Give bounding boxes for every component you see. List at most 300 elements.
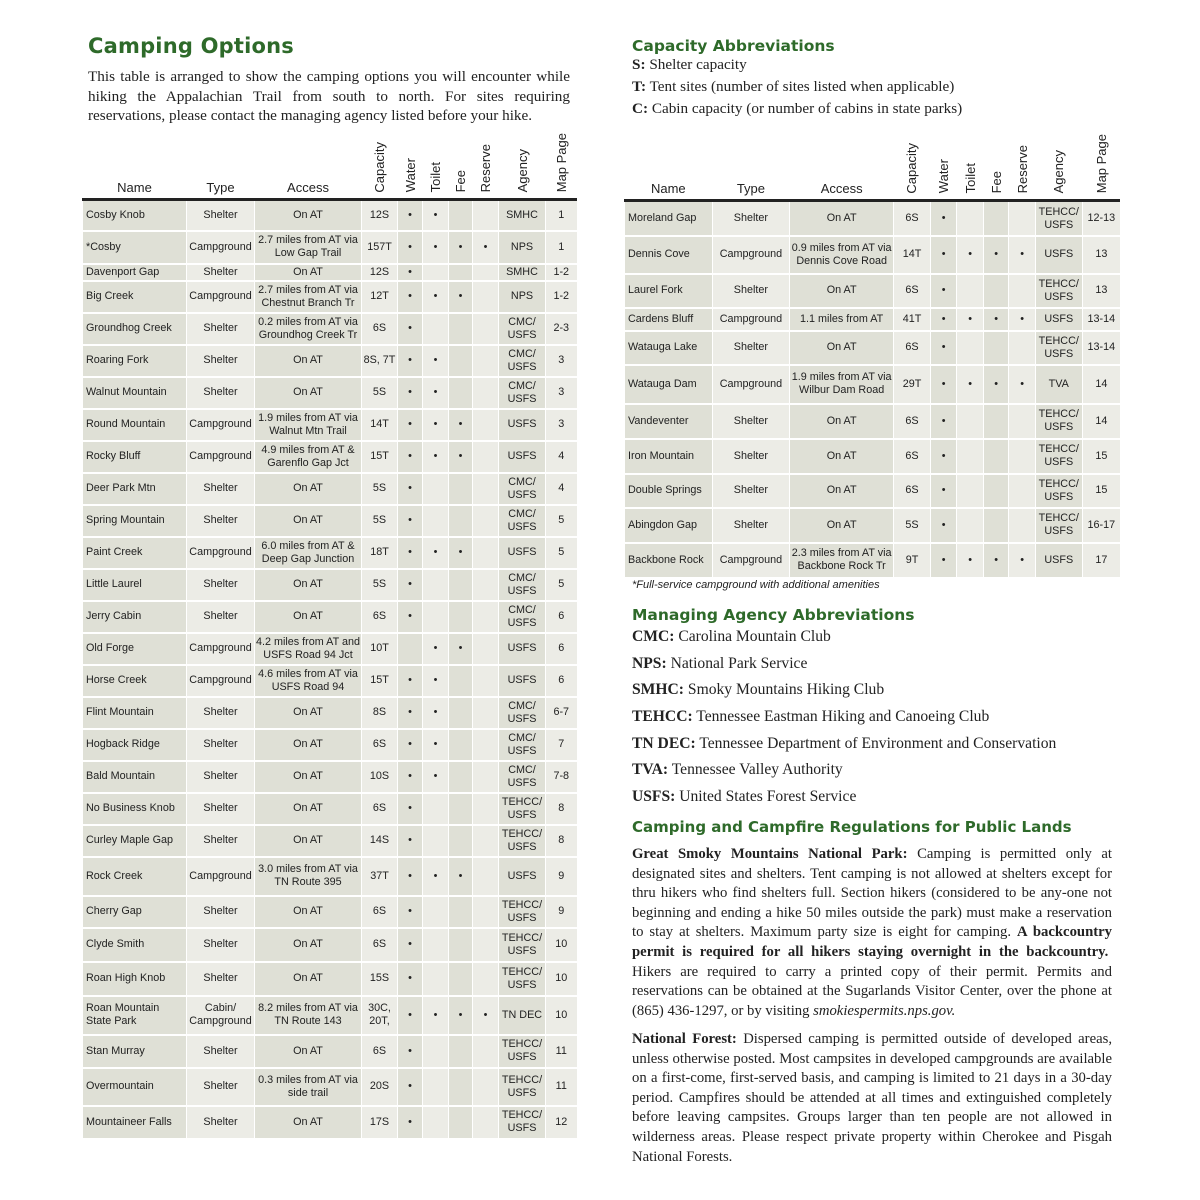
cell-water [398,1035,423,1068]
capacity-abbr-shelter: S: Shelter capacity [632,56,747,73]
cell-agency [1035,365,1082,404]
cell-text: 5 [558,578,565,591]
bullet-icon: • [941,212,946,225]
cell-text: Shelter [733,341,769,354]
cell-water [398,569,423,601]
cell-type [712,474,789,508]
cell-reserve [473,729,499,761]
cell-text: 12S [369,209,390,222]
cell-name [625,236,713,274]
cell-text: 2.7 miles from AT via Chestnut Branch Tr [258,283,358,309]
cell-name [625,274,713,308]
cell-toilet [423,505,449,537]
cell-text: 10 [555,972,568,985]
cell-agency [499,281,546,313]
cell-type [712,331,789,365]
cell-name [83,665,187,697]
cell-name [83,569,187,601]
cell-text: Paint Creek [86,546,143,559]
bullet-icon: • [433,386,438,399]
cell-reserve [473,505,499,537]
cell-reserve [1009,308,1036,331]
cell-capacity [362,665,398,697]
bullet-icon: • [458,869,463,882]
cell-agency [499,377,546,409]
cell-capacity [362,793,398,825]
cell-type [187,313,255,345]
cell-text: 6S [905,212,919,225]
cell-reserve [473,569,499,601]
column-header-agency: Agency [499,133,546,200]
cell-fee [449,697,473,729]
cell-text: 9T [905,553,919,566]
cell-text: *Cosby [86,240,121,253]
cell-text: TEHCC/ USFS [501,931,543,957]
cell-map [546,441,577,473]
cell-text: On AT [293,578,323,591]
cell-water [398,473,423,505]
cell-type [712,274,789,308]
cell-water [930,201,957,236]
cell-text: 12-13 [1087,212,1116,225]
cell-fee [449,665,473,697]
cell-text: TEHCC/ USFS [1038,477,1079,503]
cell-text: Shelter [203,322,238,335]
cell-reserve [473,264,499,281]
cell-text: 14T [902,248,922,261]
cell-text: On AT [293,834,323,847]
table-row [625,404,1121,439]
cell-toilet [957,274,984,308]
cell-text: 30C, 20T, [368,1002,391,1028]
cell-text: 6.0 miles from AT & Deep Gap Junction [261,539,355,565]
cell-fee [449,231,473,264]
cell-access [255,1068,362,1106]
cell-access [255,601,362,633]
cell-text: CMC/ USFS [507,763,537,789]
cell-text: 6S [372,938,387,951]
cell-map [546,761,577,793]
cell-text: Shelter [733,414,769,427]
cell-name [83,313,187,345]
cell-reserve [473,697,499,729]
cell-type [187,793,255,825]
cell-text: 41T [902,312,922,325]
cell-text: USFS [507,642,537,655]
bullet-icon: • [458,1008,463,1021]
cell-text: On AT [293,1115,323,1128]
cell-name [83,505,187,537]
cell-text: Campground [189,418,252,431]
cell-text: Shelter [203,1044,238,1057]
cell-map [546,665,577,697]
cell-map [546,505,577,537]
cell-text: On AT [293,610,323,623]
cell-reserve [1009,543,1036,578]
cell-agency [499,441,546,473]
cell-text: USFS [507,869,537,882]
table-row [83,377,577,409]
cell-text: Flint Mountain [86,706,154,719]
cell-text: 13-14 [1087,312,1116,325]
cell-text: Campground [189,450,252,463]
column-header-map: Map Page [1082,134,1120,201]
cell-text: On AT [826,518,857,531]
cell-toilet [423,537,449,569]
cell-text: Walnut Mountain [86,386,167,399]
cell-toilet [423,928,449,962]
column-header-toilet: Toilet [957,134,984,201]
cell-name [83,1035,187,1068]
cell-access [255,928,362,962]
column-header-access: Access [790,134,894,201]
cell-fee [449,729,473,761]
cell-toilet [423,996,449,1035]
cell-text: Shelter [203,482,238,495]
cell-text: TEHCC/ USFS [1038,277,1079,303]
cell-toilet [423,231,449,264]
bullet-icon: • [408,1115,412,1128]
cell-text: 1 [558,209,565,222]
cell-water [398,825,423,857]
cell-water [398,729,423,761]
cell-reserve [1009,236,1036,274]
table-row [83,200,577,231]
cell-text: Moreland Gap [628,212,697,225]
cell-text: On AT [826,414,857,427]
table-row [83,761,577,793]
cell-text: USFS [507,450,537,463]
cell-capacity [894,331,931,365]
cell-text: 6S [372,905,387,918]
cell-text: 2.7 miles from AT via Low Gap Trail [258,234,358,260]
cell-map [546,857,577,896]
cell-text: TEHCC/ USFS [501,898,543,924]
cell-reserve [473,231,499,264]
cell-fee [449,409,473,441]
cell-text: Roan Mountain State Park [86,1002,160,1028]
table-row [625,508,1121,543]
cell-water [398,896,423,928]
cell-agency [499,537,546,569]
cell-text: On AT [293,706,323,719]
bullet-icon: • [433,290,438,303]
cell-water [930,474,957,508]
cell-toilet [423,569,449,601]
cell-fee [449,962,473,996]
cell-capacity [362,729,398,761]
bullet-icon: • [458,240,463,253]
bullet-icon: • [968,377,972,390]
bullet-icon: • [433,240,438,253]
cell-toilet [423,825,449,857]
bullet-icon: • [408,869,412,882]
cell-access [790,201,894,236]
bullet-icon: • [458,290,463,303]
cell-capacity [362,473,398,505]
cell-type [187,377,255,409]
cell-text: Round Mountain [86,418,166,431]
cell-text: 20S [369,1080,390,1093]
table-row [83,857,577,896]
cell-fee [983,439,1008,474]
cell-agency [499,200,546,231]
cell-text: On AT [293,905,323,918]
cell-text: On AT [293,514,323,527]
cell-fee [449,441,473,473]
bullet-icon: • [433,770,438,783]
cell-text: On AT [293,938,323,951]
table-row [625,331,1121,365]
cell-fee [449,1035,473,1068]
cell-agency [499,996,546,1035]
cell-fee [449,264,473,281]
cell-text: On AT [826,449,857,462]
cell-toilet [423,896,449,928]
column-header-reserve: Reserve [1009,134,1036,201]
cell-capacity [362,857,398,896]
cell-water [398,962,423,996]
cell-capacity [894,474,931,508]
cell-access [255,313,362,345]
cell-text: 0.9 miles from AT via Dennis Cove Road [791,241,892,267]
bullet-icon: • [408,514,412,527]
cell-name [625,201,713,236]
cell-reserve [473,633,499,665]
cell-type [187,665,255,697]
table-row [83,537,577,569]
cell-fee [449,377,473,409]
cell-text: Stan Murray [86,1044,145,1057]
cell-text: 6S [905,484,919,497]
cell-water [398,231,423,264]
cell-text: Shelter [203,578,238,591]
cell-water [398,377,423,409]
cell-type [187,825,255,857]
bullet-icon: • [408,1008,412,1021]
cell-map [546,697,577,729]
cell-type [187,857,255,896]
bullet-icon: • [408,546,412,559]
cell-agency [499,928,546,962]
cell-map [546,377,577,409]
table-row [83,1106,577,1139]
cell-agency [499,569,546,601]
cell-text: Shelter [203,1115,238,1128]
cell-text: Cosby Knob [86,209,145,222]
bullet-icon: • [408,770,412,783]
cell-access [790,308,894,331]
cell-type [187,345,255,377]
bullet-icon: • [408,265,412,278]
cell-water [398,313,423,345]
cell-text: 4.2 miles from AT and USFS Road 94 Jct [255,635,360,661]
bullet-icon: • [408,354,412,367]
cell-access [255,281,362,313]
capacity-abbreviations-heading: Capacity Abbreviations [632,37,835,55]
cell-reserve [473,1035,499,1068]
cell-text: 0.2 miles from AT via Groundhog Creek Tr [258,315,358,341]
cell-fee [449,928,473,962]
bullet-icon: • [408,674,412,687]
cell-access [255,505,362,537]
cell-capacity [362,1106,398,1139]
cell-reserve [473,409,499,441]
bullet-icon: • [941,312,946,325]
cell-text: Curley Maple Gap [86,834,174,847]
cell-water [930,543,957,578]
cell-text: 15T [370,450,389,463]
cell-agency [1035,274,1082,308]
cell-text: 5S [372,578,387,591]
cell-text: 6 [558,610,565,623]
table-row [83,793,577,825]
column-header-reserve: Reserve [473,133,499,200]
cell-toilet [423,200,449,231]
cell-fee [449,1106,473,1139]
cell-text: Campground [719,248,783,261]
cell-text: 3 [558,354,565,367]
cell-text: Roaring Fork [86,354,149,367]
cell-agency [499,601,546,633]
cell-toilet [957,404,984,439]
cell-text: 16-17 [1087,518,1116,531]
cell-text: CMC/ USFS [507,731,537,757]
cell-text: 11 [555,1044,567,1057]
table-row [83,409,577,441]
footnote: *Full-service campground with additional amenities [632,579,880,591]
table-row [83,505,577,537]
cell-map [546,1106,577,1139]
cell-text: Horse Creek [86,674,147,687]
cell-access [255,729,362,761]
cell-text: 9 [558,869,565,882]
cell-text: On AT [826,484,857,497]
bullet-icon: • [994,553,998,566]
cell-fee [983,508,1008,543]
cell-text: Campground [189,869,252,882]
cell-map [1082,365,1120,404]
bullet-icon: • [433,354,438,367]
cell-text: 15 [1095,449,1108,462]
table-row [83,264,577,281]
cell-text: Shelter [203,1080,238,1093]
cell-type [187,505,255,537]
cell-name [83,601,187,633]
cell-water [398,200,423,231]
cell-access [255,825,362,857]
cell-map [546,473,577,505]
column-header-capacity: Capacity [362,133,398,200]
cell-text: 12 [555,1115,568,1128]
cell-text: Abingdon Gap [628,518,698,531]
cell-water [398,793,423,825]
cell-fee [449,505,473,537]
cell-capacity [362,409,398,441]
cell-text: 15T [370,674,389,687]
bullet-icon: • [433,418,438,431]
bullet-icon: • [941,518,946,531]
cell-text: Deer Park Mtn [86,482,156,495]
cell-text: 13-14 [1087,341,1116,354]
cell-capacity [362,697,398,729]
cell-text: On AT [293,209,323,222]
cell-agency [499,345,546,377]
cell-capacity [894,508,931,543]
table-row [83,928,577,962]
cell-agency [499,633,546,665]
table-row [83,313,577,345]
cell-text: Shelter [733,449,769,462]
intro-paragraph: This table is arranged to show the camping options you will encounter while hiking the Appalachian Trail from south to north. For sites requiring reservations, please contact the managing agency listed before your hike. [88,68,570,124]
cell-text: Campground [719,553,783,566]
cell-toilet [423,409,449,441]
bullet-icon: • [1020,312,1024,325]
bullet-icon: • [994,248,998,261]
bullet-icon: • [408,386,412,399]
cell-name [83,962,187,996]
table-row [625,439,1121,474]
cell-reserve [473,313,499,345]
cell-agency [1035,508,1082,543]
cell-text: 6S [905,449,919,462]
bullet-icon: • [433,869,438,882]
cell-text: Shelter [733,212,769,225]
cell-text: NPS [510,240,534,253]
cell-text: Iron Mountain [628,449,695,462]
cell-text: Jerry Cabin [86,610,142,623]
bullet-icon: • [941,484,946,497]
cell-text: 5 [558,546,565,559]
cell-text: Shelter [203,209,238,222]
cell-text: 3.0 miles from AT via TN Route 395 [258,863,358,889]
cell-capacity [894,274,931,308]
cell-capacity [362,601,398,633]
cell-capacity [362,313,398,345]
cell-agency [499,665,546,697]
bullet-icon: • [408,322,412,335]
cell-type [712,404,789,439]
cell-type [712,236,789,274]
cell-reserve [473,793,499,825]
bullet-icon: • [941,341,946,354]
cell-toilet [423,793,449,825]
cell-text: Shelter [203,610,238,623]
bullet-icon: • [968,312,972,325]
cell-text: Campground [719,312,783,325]
cell-capacity [894,439,931,474]
cell-agency [499,896,546,928]
cell-agency [499,1035,546,1068]
column-header-fee: Fee [983,134,1008,201]
cell-text: Shelter [203,706,238,719]
cell-name [625,365,713,404]
cell-text: On AT [293,972,323,985]
cell-text: 7-8 [553,770,570,783]
cell-text: Watauga Dam [628,377,697,390]
table-row [83,962,577,996]
cell-text: TVA [1048,377,1069,390]
cell-text: Cabin/ Campground [189,1002,252,1028]
cell-text: 6S [372,322,387,335]
cell-fee [983,365,1008,404]
cell-water [398,857,423,896]
cell-type [187,633,255,665]
bullet-icon: • [968,248,972,261]
cell-agency [499,697,546,729]
cell-map [1082,308,1120,331]
cell-text: 5S [372,386,387,399]
